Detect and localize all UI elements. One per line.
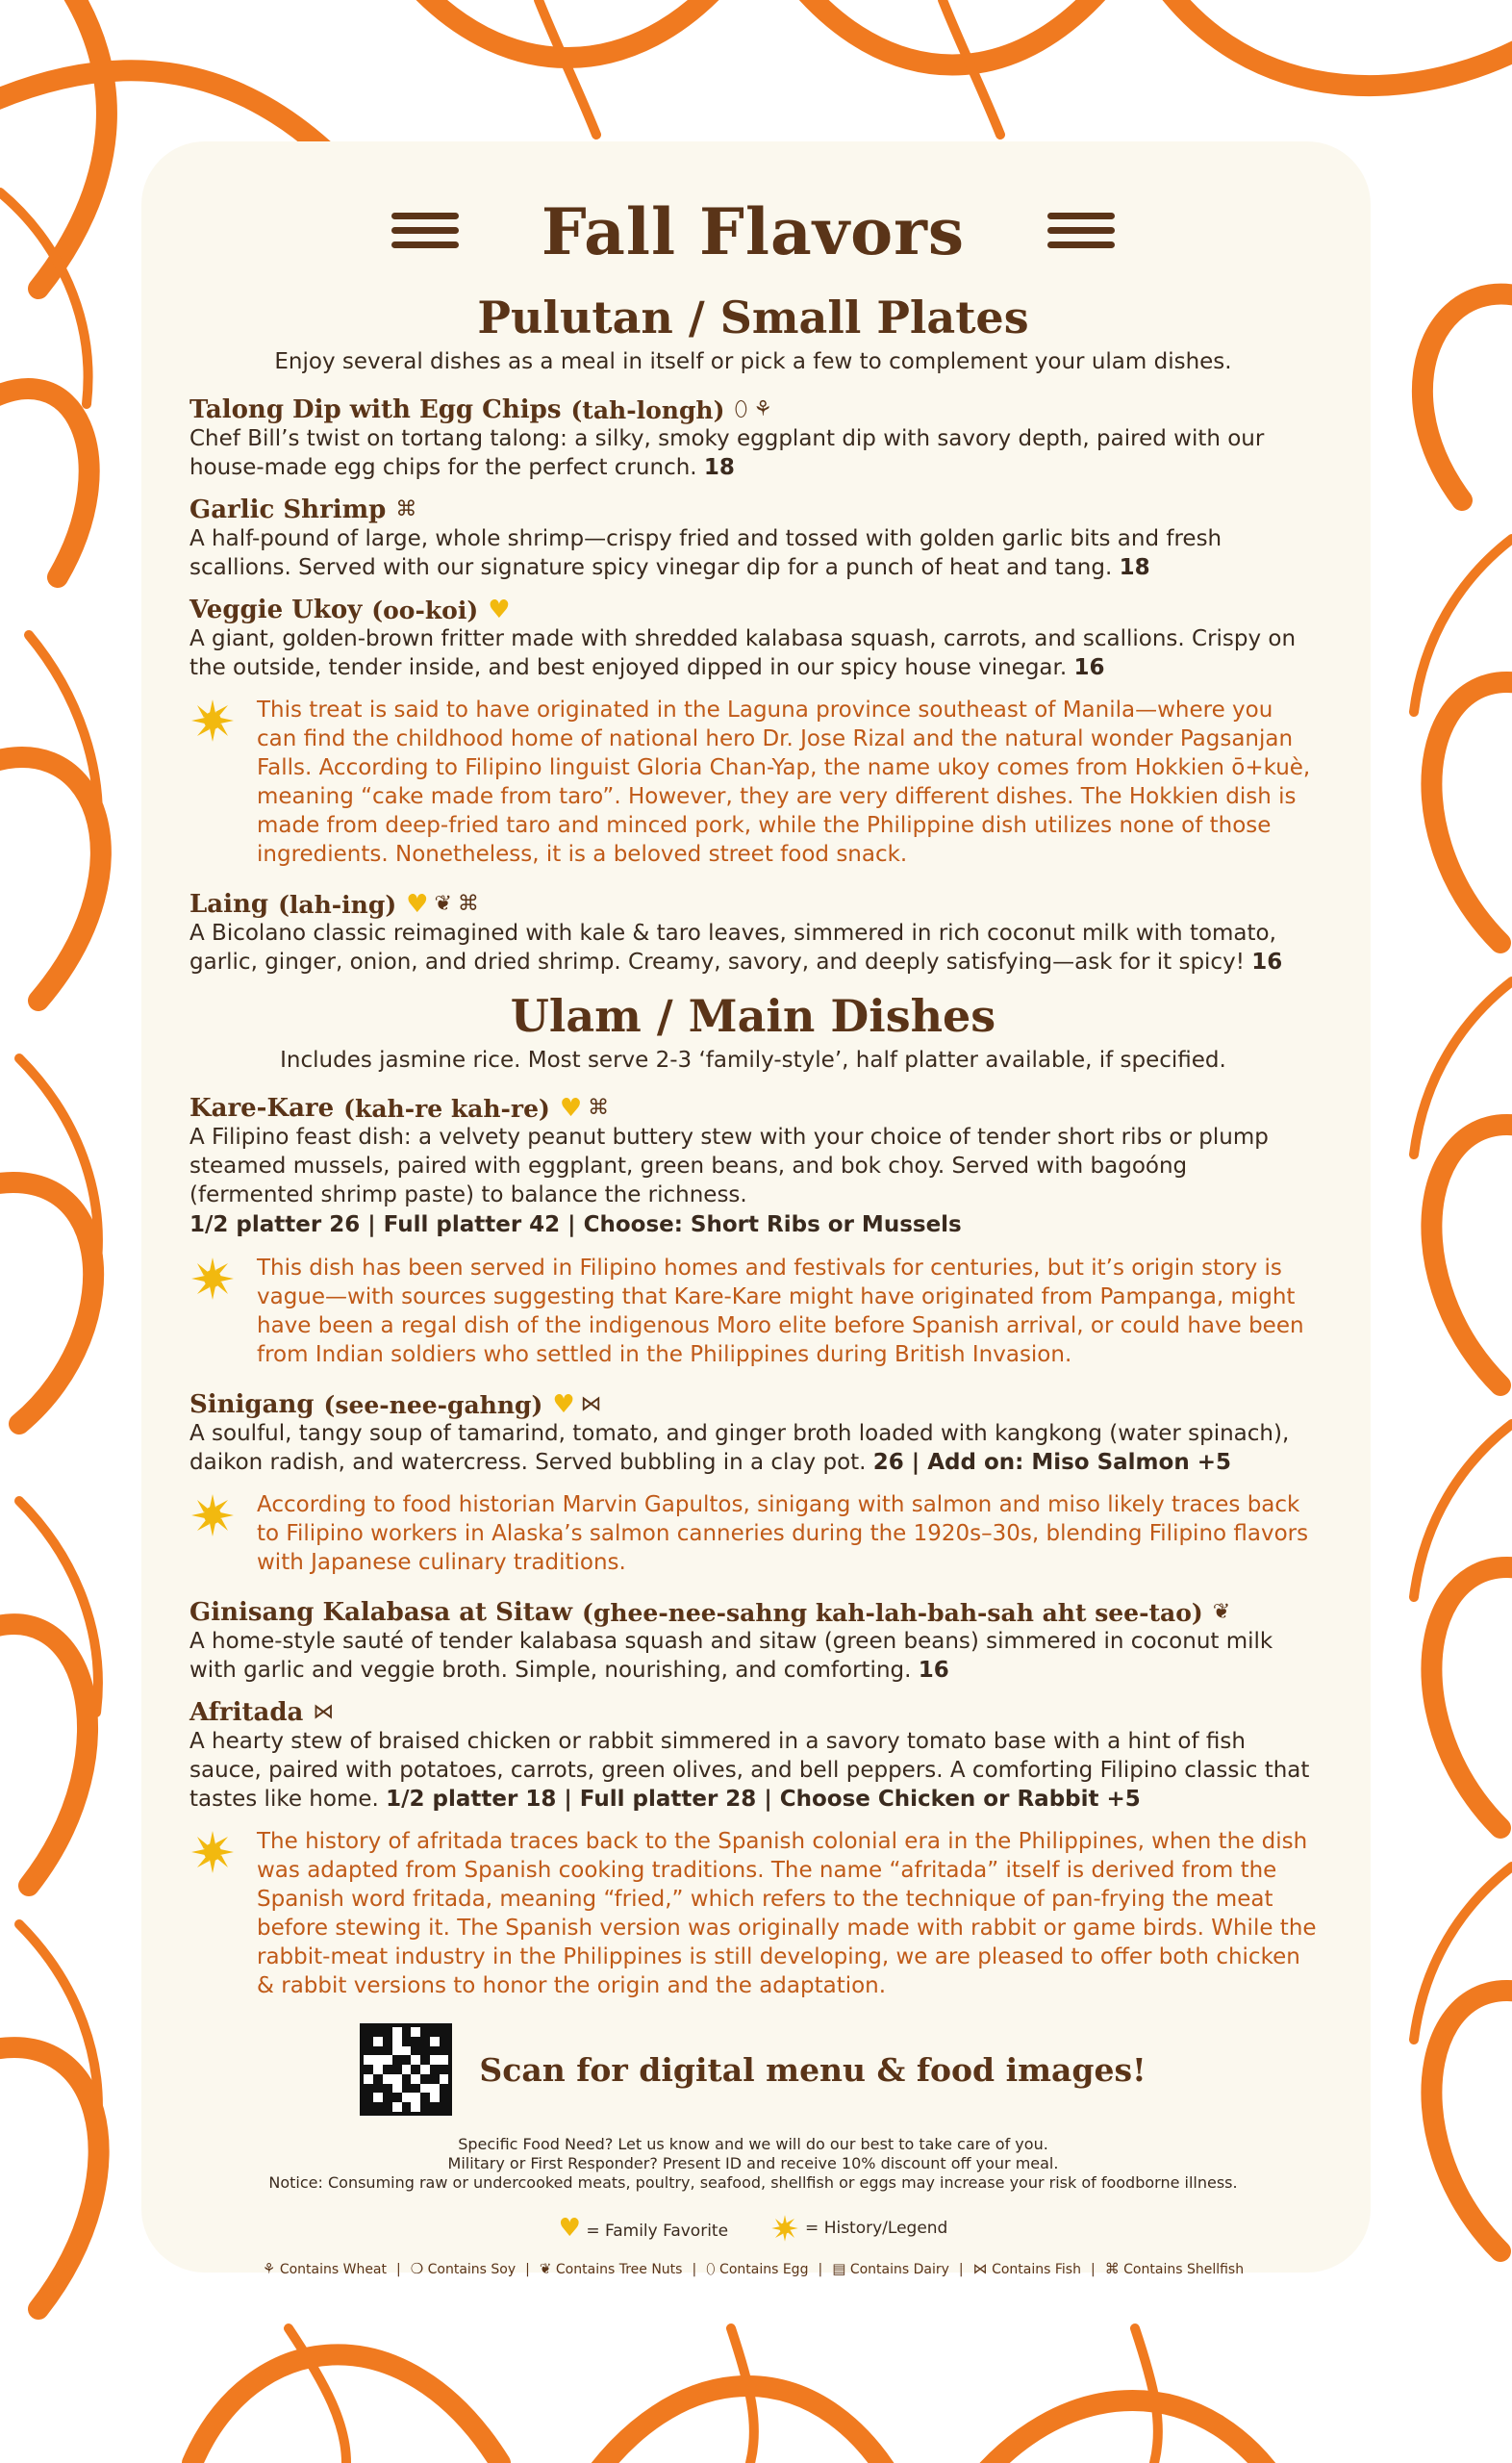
menu-item-name: Laing: [189, 890, 269, 919]
title-ornament-right: [1047, 213, 1115, 255]
menu-item: [189, 1390, 1317, 1477]
allergen-label: Contains Shellfish: [1123, 2262, 1245, 2277]
menu-item-price: 26 | Add on: Miso Salmon +5: [872, 1450, 1231, 1475]
menu-section: [189, 292, 1317, 977]
menu-item-name: Kare-Kare: [189, 1094, 335, 1123]
history-note: [189, 1827, 1317, 2000]
allergen-label: Contains Fish: [992, 2262, 1081, 2277]
menu-item-price: 16: [1251, 950, 1283, 975]
menu-item-icons: [734, 399, 772, 420]
fish-icon: ⋈: [972, 2260, 988, 2277]
menu-item-pronunciation: (kah-re kah-re): [343, 1094, 550, 1123]
history-note-text: This treat is said to have originated in the Laguna province southeast of Manila—where you can find the childhood home of national hero Dr. Jose Rizal and the natural wonder Pagsanjan Falls. According to Filipino linguist Gloria Chan-Yap, the name ukoy comes from Hokkien ō+kuè, meaning “cake made from taro”. However, they are very different dishes. The Hokkien dish is made from deep-fried taro and minced pork, while the Philippine dish utilizes none of those ingredients. Nonetheless, it is a beloved street food snack.: [257, 698, 1311, 867]
menu-item-icons: [406, 892, 479, 917]
fine-print-line: Military or First Responder? Present ID and receive 10% discount off your meal.: [447, 2154, 1059, 2172]
title-ornament-left: [391, 213, 459, 255]
allergen-separator: |: [818, 2262, 823, 2277]
dairy-icon: ▤: [832, 2260, 846, 2277]
allergen-entry: [1105, 2262, 1244, 2277]
menu-item-icons: [552, 1392, 601, 1417]
legend: [189, 2214, 1317, 2243]
shellfish-icon: ⌘: [395, 497, 417, 521]
history-note: [189, 1490, 1317, 1577]
legend-favorite: [559, 2214, 728, 2243]
menu-item-description-text: A home-style sauté of tender kalabasa squash and sitaw (green beans) simmered in coconut milk with garlic and veggie broth. Simple, nourishing, and comforting.: [189, 1629, 1273, 1683]
menu-sections: [189, 292, 1317, 2000]
menu-item: [189, 495, 1317, 582]
menu-item-header: [189, 495, 1317, 524]
history-note-text: This dish has been served in Filipino homes and festivals for centuries, but it’s origin story is vague—with sources suggesting that Kare-Kare might have originated from Pampanga, might have been a regal dish of the indigenous Moro elite before Spanish arrival, or could have been from Indian soldiers who settled in the Philippines during British Invasion.: [257, 1256, 1304, 1367]
menu-item-header: [189, 1598, 1317, 1627]
menu-item-pronunciation: (tah-longh): [570, 395, 725, 424]
history-note-text: According to food historian Marvin Gapultos, sinigang with salmon and miso likely traces back to Filipino workers in Alaska’s salmon canneries during the 1920s–30s, blending Filipino flavors with Japanese culinary traditions.: [257, 1492, 1309, 1575]
menu-item-description: [189, 524, 1317, 582]
section-title: Ulam / Main Dishes: [510, 990, 996, 1042]
menu-item-description-text: A Bicolano classic reimagined with kale & taro leaves, simmered in rich coconut milk with tomato, garlic, ginger, onion, and dried shrimp. Creamy, savory, and deeply satisfying—ask for it spicy!: [189, 921, 1276, 975]
menu-item-price: 1/2 platter 18 | Full platter 28 | Choose Chicken or Rabbit +5: [386, 1787, 1141, 1812]
menu-item-description: [189, 919, 1317, 977]
menu-item-description-text: A hearty stew of braised chicken or rabbit simmered in a savory tomato base with a hint of fish sauce, paired with potatoes, carrots, green olives, and bell peppers. A comforting Filipino classic that tastes like home.: [189, 1729, 1310, 1812]
allergen-key: [189, 2262, 1317, 2277]
menu-item-description-text: A soulful, tangy soup of tamarind, tomato, and ginger broth loaded with kangkong (water spinach), daikon radish, and watercress. Served bubbling in a clay pot.: [189, 1421, 1290, 1475]
tree-nut-icon: ❦: [434, 892, 452, 916]
soy-icon: ❍: [410, 2260, 424, 2277]
menu-item-icons: [560, 1096, 609, 1121]
page-title: Fall Flavors: [541, 194, 966, 269]
menu-item: [189, 1598, 1317, 1685]
fine-print-line: Specific Food Need? Let us know and we will do our best to take care of you.: [458, 2135, 1048, 2153]
sun-icon: [189, 1256, 236, 1302]
allergen-entry: [973, 2262, 1081, 2277]
allergen-label: Contains Tree Nuts: [555, 2262, 683, 2277]
heart-icon: ♥: [558, 2214, 581, 2243]
menu-item-name: Sinigang: [189, 1390, 315, 1419]
menu-item-name: Garlic Shrimp: [189, 495, 387, 524]
menu-item-description: [189, 624, 1317, 682]
scan-text: Scan for digital menu & food images!: [479, 2050, 1147, 2089]
sun-icon: [189, 1492, 236, 1538]
allergen-label: Contains Wheat: [279, 2262, 387, 2277]
history-note-text: The history of afritada traces back to the Spanish colonial era in the Philippines, when the dish was adapted from Spanish cooking traditions. The name “afritada” itself is derived from the Spanish word fritada, meaning “fried,” which refers to the technique of pan-frying the meat before stewing it. The Spanish version was originally made with rabbit or game birds. While the rabbit-meat industry in the Philippines is still developing, we are pleased to offer both chicken & rabbit versions to honor the origin and the adaptation.: [257, 1829, 1317, 1998]
menu-item-description-text: A half-pound of large, whole shrimp—crispy fried and tossed with golden garlic bits and fresh scallions. Served with our signature spicy vinegar dip for a punch of heat and tang.: [189, 526, 1222, 580]
menu-item-price: 18: [1119, 555, 1150, 580]
menu-item-pronunciation: (ghee-nee-sahng kah-lah-bah-sah aht see-tao): [582, 1598, 1203, 1627]
menu-item-description: [189, 1123, 1317, 1209]
menu-item-name: Talong Dip with Egg Chips: [189, 395, 562, 424]
menu-item-description: [189, 1627, 1317, 1685]
heart-icon: ♥: [488, 596, 511, 624]
allergen-entry: [832, 2262, 949, 2277]
allergen-entry: [411, 2262, 516, 2277]
legend-history-label: = History/Legend: [805, 2219, 948, 2238]
menu-item-description-text: A Filipino feast dish: a velvety peanut buttery stew with your choice of tender short ribs or plump steamed mussels, paired with eggplant, green beans, and bok choy. Served with bagoóng (fermented shrimp paste) to balance the richness.: [189, 1125, 1269, 1207]
allergen-separator: |: [692, 2262, 697, 2277]
menu-item-header: [189, 395, 1317, 424]
fish-icon: ⋈: [580, 1392, 602, 1416]
shellfish-icon: ⌘: [457, 892, 479, 916]
sun-icon: [189, 1829, 236, 1875]
allergen-entry: [263, 2262, 387, 2277]
menu-item-icons: [395, 499, 416, 521]
allergen-label: Contains Dairy: [849, 2262, 949, 2277]
heart-icon: ♥: [552, 1390, 575, 1419]
menu-item-header: [189, 1094, 1317, 1123]
qr-row[interactable]: [189, 2023, 1317, 2116]
title-row: [189, 180, 1317, 284]
sun-icon: [770, 2214, 799, 2243]
allergen-entry: [540, 2262, 683, 2277]
menu-item: [189, 1094, 1317, 1240]
menu-item: [189, 890, 1317, 977]
history-note: [189, 1254, 1317, 1369]
fine-print-line: Notice: Consuming raw or undercooked meats, poultry, seafood, shellfish or eggs may increase your risk of foodborne illness.: [268, 2173, 1238, 2192]
menu-item-header: [189, 596, 1317, 624]
wheat-icon: ⚘: [262, 2260, 276, 2277]
allergen-separator: |: [958, 2262, 964, 2277]
tree-nut-icon: ❦: [1212, 1600, 1231, 1624]
allergen-label: Contains Egg: [719, 2262, 809, 2277]
menu-item: [189, 596, 1317, 682]
menu-item-description: [189, 1727, 1317, 1814]
egg-icon: ⬯: [706, 2260, 716, 2277]
fish-icon: ⋈: [313, 1700, 335, 1724]
menu-item-header: [189, 1698, 1317, 1727]
menu-item: [189, 395, 1317, 482]
menu-item-description-text: A giant, golden-brown fritter made with shredded kalabasa squash, carrots, and scallions. Crispy on the outside, tender inside, and best enjoyed dipped in our spicy house vinegar.: [189, 626, 1297, 680]
history-note: [189, 696, 1317, 869]
menu-item-description-text: Chef Bill’s twist on tortang talong: a silky, smoky eggplant dip with savory depth, paired with our house-made egg chips for the perfect crunch.: [189, 426, 1265, 480]
menu-item-pronunciation: (lah-ing): [278, 890, 397, 919]
legend-history: [770, 2214, 947, 2243]
menu-item-description: [189, 424, 1317, 482]
section-intro: Includes jasmine rice. Most serve 2-3 ‘family-style’, half platter available, if specified.: [280, 1048, 1226, 1073]
menu-item-options: 1/2 platter 26 | Full platter 42 | Choose: Short Ribs or Mussels: [189, 1212, 962, 1237]
fine-print: [189, 2135, 1317, 2193]
menu-item-description: [189, 1419, 1317, 1477]
menu-item-icons: [313, 1702, 334, 1723]
menu-item-price: 16: [918, 1658, 949, 1683]
menu-item-icons: [488, 597, 510, 622]
menu-item-name: Veggie Ukoy: [189, 596, 363, 624]
menu-section: [189, 990, 1317, 2000]
heart-icon: ♥: [406, 890, 429, 919]
menu-item-pronunciation: (oo-koi): [371, 596, 479, 624]
menu-item-pronunciation: (see-nee-gahng): [323, 1390, 543, 1419]
allergen-separator: |: [525, 2262, 530, 2277]
allergen-separator: |: [1090, 2262, 1096, 2277]
menu-item-name: Afritada: [189, 1698, 304, 1727]
menu-item-icons: [1213, 1602, 1230, 1623]
qr-code-icon[interactable]: [360, 2023, 452, 2116]
section-title: Pulutan / Small Plates: [477, 292, 1029, 343]
menu-item-header: [189, 1390, 1317, 1419]
menu-item-header: [189, 890, 1317, 919]
shellfish-icon: ⌘: [1104, 2260, 1120, 2277]
allergen-separator: |: [396, 2262, 401, 2277]
menu-item-name: Ginisang Kalabasa at Sitaw: [189, 1598, 573, 1627]
sun-icon: [189, 698, 236, 744]
allergen-label: Contains Soy: [427, 2262, 517, 2277]
egg-icon: ⬯: [734, 397, 748, 421]
menu-item-price: 18: [703, 455, 735, 480]
tree-nut-icon: ❦: [539, 2260, 552, 2277]
legend-favorite-label: = Family Favorite: [586, 2222, 729, 2241]
menu-card: [141, 141, 1371, 2277]
allergen-entry: [706, 2262, 808, 2277]
menu-item-price: 16: [1073, 655, 1105, 680]
section-intro: Enjoy several dishes as a meal in itself or pick a few to complement your ulam dishes.: [274, 349, 1232, 374]
shellfish-icon: ⌘: [588, 1096, 610, 1120]
wheat-icon: ⚘: [753, 397, 772, 421]
heart-icon: ♥: [559, 1094, 583, 1123]
menu-item: [189, 1698, 1317, 1814]
